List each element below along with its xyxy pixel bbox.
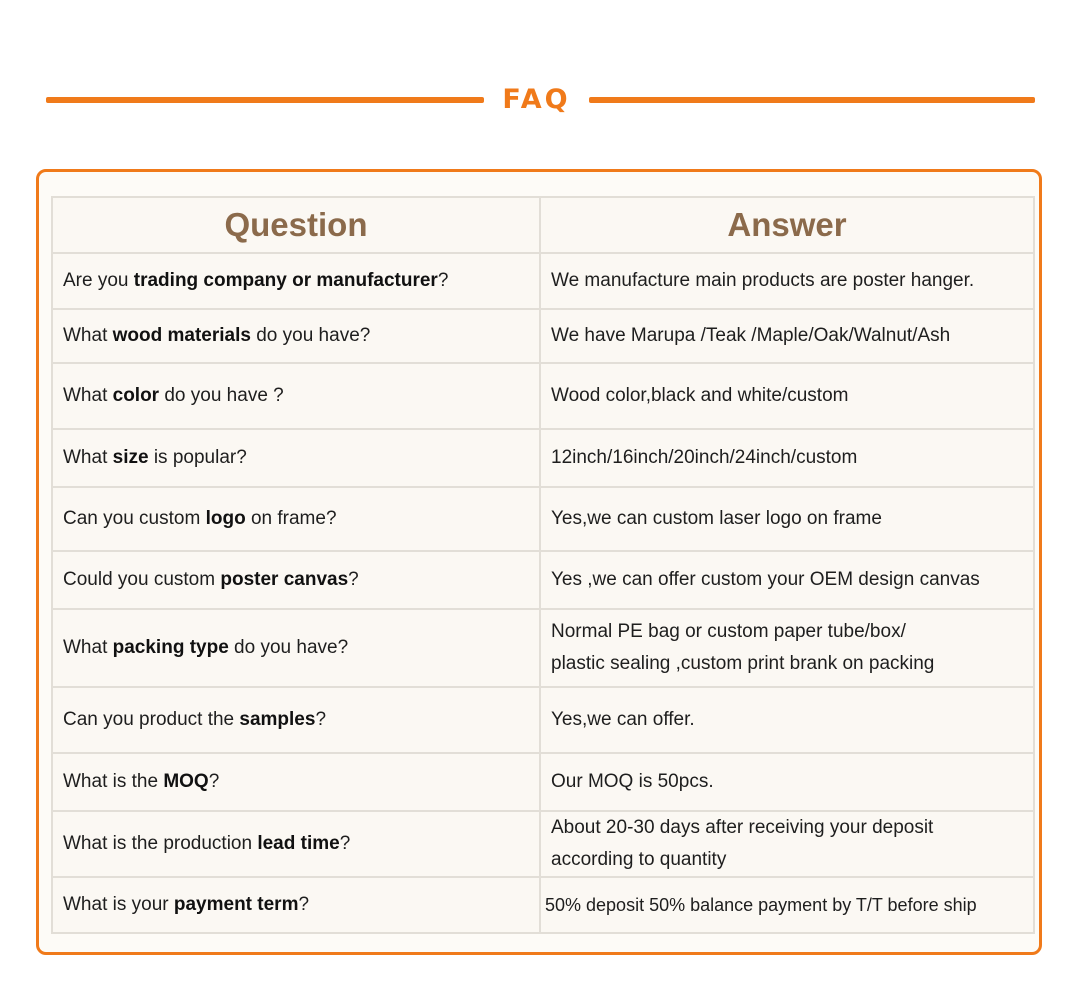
table-row	[52, 687, 1034, 753]
question-cell: Are you trading company or manufacturer?	[52, 253, 540, 309]
answer-cell: We have Marupa /Teak /Maple/Oak/Walnut/Ash	[540, 309, 1034, 363]
answer-cell: Yes ,we can offer custom your OEM design canvas	[540, 551, 1034, 609]
question-cell: What packing type do you have?	[52, 609, 540, 687]
question-cell: Can you product the samples?	[52, 687, 540, 753]
faq-divider-right	[589, 97, 1035, 103]
table-row	[52, 309, 1034, 363]
table-row	[52, 253, 1034, 309]
table-row	[52, 487, 1034, 551]
faq-panel	[36, 169, 1042, 955]
question-cell: What size is popular?	[52, 429, 540, 487]
answer-cell: Yes,we can custom laser logo on frame	[540, 487, 1034, 551]
table-row	[52, 753, 1034, 811]
answer-cell: Wood color,black and white/custom	[540, 363, 1034, 429]
table-row	[52, 363, 1034, 429]
answer-cell: About 20-30 days after receiving your deposit according to quantity	[540, 811, 1034, 877]
table-row	[52, 811, 1034, 877]
faq-header	[0, 80, 1080, 124]
table-row	[52, 877, 1034, 933]
table-row	[52, 609, 1034, 687]
question-cell: What color do you have ?	[52, 363, 540, 429]
faq-divider-left	[46, 97, 484, 103]
question-cell: Can you custom logo on frame?	[52, 487, 540, 551]
table-row	[52, 551, 1034, 609]
answer-cell: 12inch/16inch/20inch/24inch/custom	[540, 429, 1034, 487]
answer-cell: 50% deposit 50% balance payment by T/T before ship	[540, 877, 1034, 933]
question-column-header: Question	[52, 197, 540, 253]
question-cell: Could you custom poster canvas?	[52, 551, 540, 609]
question-cell: What is the production lead time?	[52, 811, 540, 877]
answer-cell: Yes,we can offer.	[540, 687, 1034, 753]
question-cell: What is your payment term?	[52, 877, 540, 933]
table-row	[52, 429, 1034, 487]
answer-cell: Normal PE bag or custom paper tube/box/ plastic sealing ,custom print brank on packing	[540, 609, 1034, 687]
faq-title: FAQ	[502, 84, 571, 115]
answer-cell: Our MOQ is 50pcs.	[540, 753, 1034, 811]
answer-cell: We manufacture main products are poster hanger.	[540, 253, 1034, 309]
question-cell: What is the MOQ?	[52, 753, 540, 811]
table-header-row	[52, 197, 1034, 253]
faq-table	[51, 196, 1035, 934]
question-cell: What wood materials do you have?	[52, 309, 540, 363]
answer-column-header: Answer	[540, 197, 1034, 253]
